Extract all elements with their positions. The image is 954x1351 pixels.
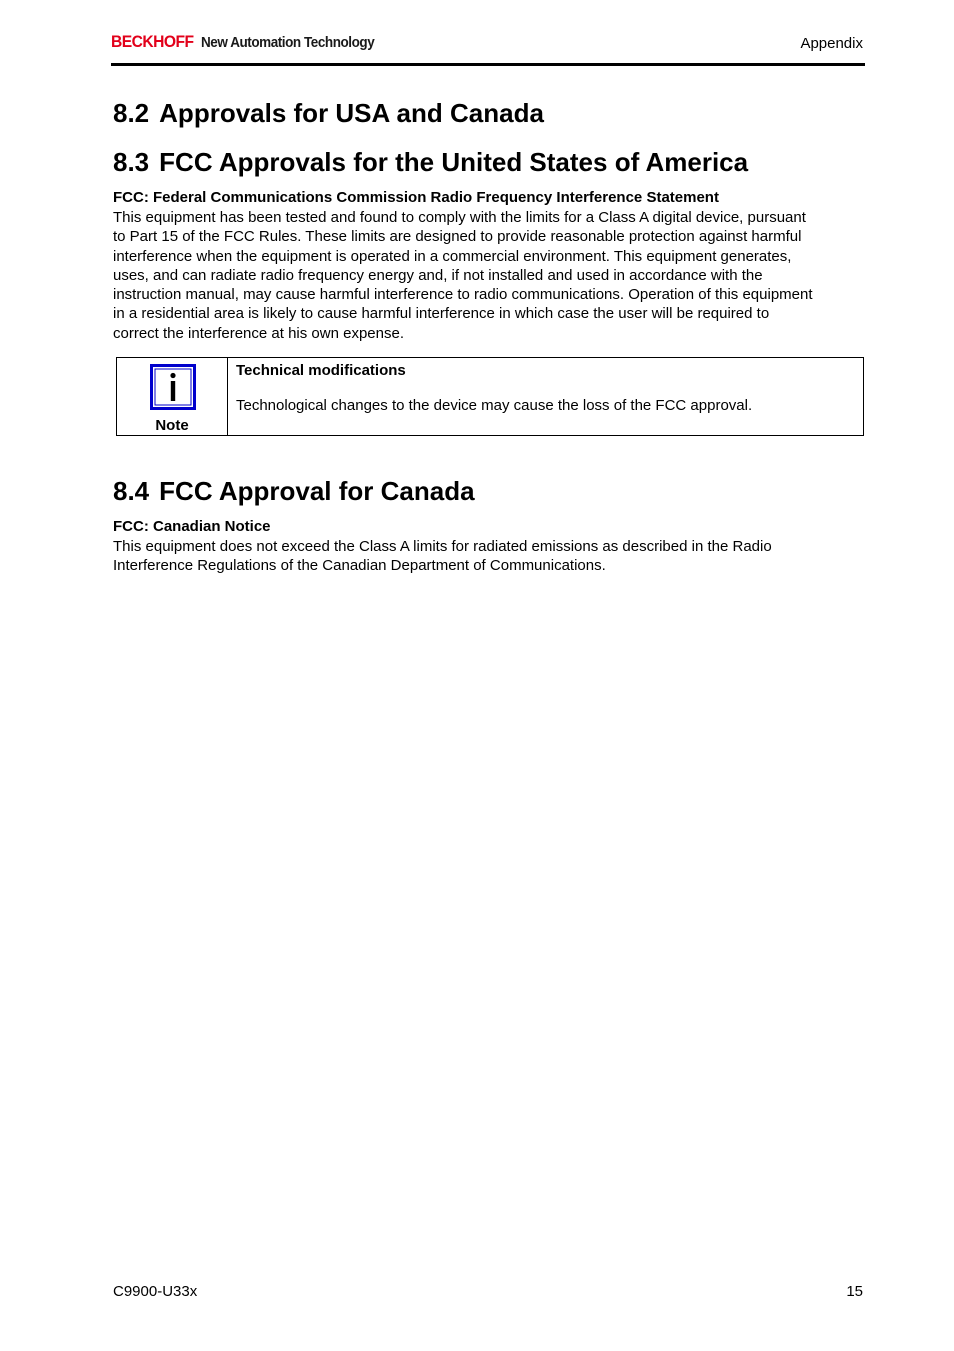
note-text: Technological changes to the device may cause the loss of the FCC approval. — [236, 397, 753, 414]
canadian-notice-subheading: FCC: Canadian Notice — [113, 518, 271, 535]
fcc-statement-paragraph — [113, 208, 865, 343]
paragraph-line: in a residential area is likely to cause harmful interference in which case the user will be required to — [113, 305, 770, 323]
canadian-notice-paragraph — [113, 537, 865, 576]
footer-document-id: C9900-U33x — [113, 1283, 198, 1300]
paragraph-line: Interference Regulations of the Canadian Department of Communications. — [113, 557, 606, 575]
footer-page-number: 15 — [846, 1283, 863, 1300]
paragraph-line: correct the interference at his own expense. — [113, 324, 404, 342]
section-title: FCC Approval for Canada — [159, 476, 475, 506]
section-heading-8-2 — [113, 98, 544, 129]
paragraph-line: instruction manual, may cause harmful interference to radio communications. Operation of this equipment — [113, 286, 813, 304]
paragraph-line: uses, and can radiate radio frequency energy and, if not installed and used in accordance with the — [113, 266, 763, 284]
note-icon-cell — [117, 358, 228, 435]
paragraph-line: This equipment has been tested and found to comply with the limits for a Class A digital device, pursuant — [113, 209, 806, 226]
note-title: Technical modifications — [236, 362, 406, 379]
page-header — [111, 30, 865, 66]
logo-tagline: New Automation Technology — [201, 34, 375, 51]
section-number: 8.2 — [113, 98, 150, 128]
beckhoff-logo — [111, 32, 394, 52]
paragraph-line: to Part 15 of the FCC Rules. These limits are designed to provide reasonable protection against harmful — [113, 228, 802, 246]
paragraph-line: interference when the equipment is operated in a commercial environment. This equipment generates, — [113, 247, 792, 265]
info-icon — [150, 364, 196, 410]
section-title: FCC Approvals for the United States of America — [159, 147, 749, 177]
header-section-name: Appendix — [800, 35, 863, 52]
note-label: Note — [155, 417, 189, 434]
note-box — [116, 357, 864, 436]
section-title: Approvals for USA and Canada — [159, 98, 544, 128]
section-number: 8.3 — [113, 147, 150, 177]
section-heading-8-3 — [113, 147, 748, 178]
fcc-statement-subheading: FCC: Federal Communications Commission Radio Frequency Interference Statement — [113, 189, 719, 206]
logo-brand: BECKHOFF — [111, 32, 194, 51]
paragraph-line: This equipment does not exceed the Class A limits for radiated emissions as described in the Radio — [113, 538, 772, 555]
section-heading-8-4 — [113, 476, 475, 507]
section-number: 8.4 — [113, 476, 150, 506]
